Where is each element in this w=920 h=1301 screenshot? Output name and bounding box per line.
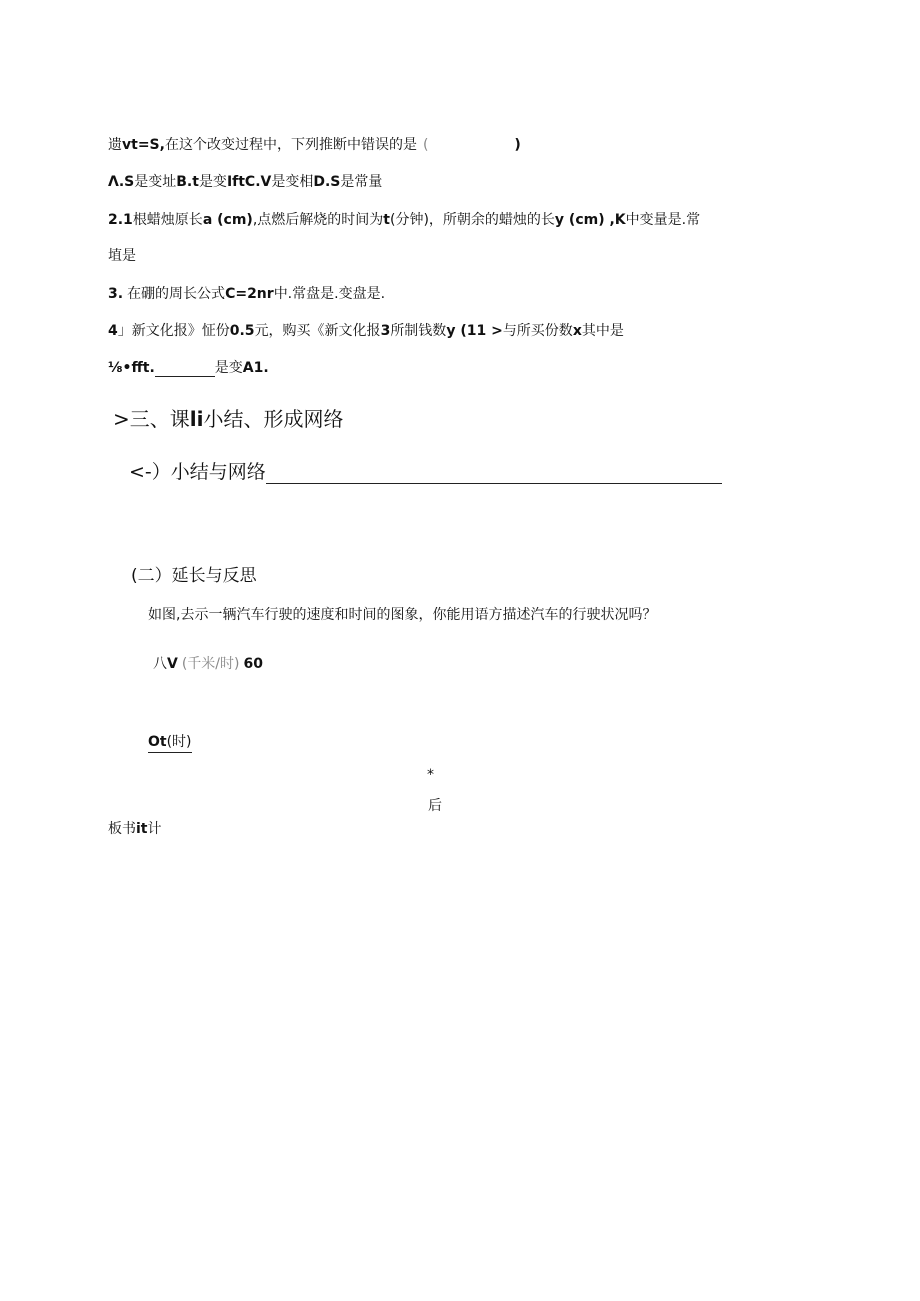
summary-blank-line: [266, 463, 722, 484]
option-d-label: D.S: [313, 174, 341, 190]
option-b-label: B.t: [176, 174, 199, 190]
q4-t5: 其中是: [581, 323, 624, 339]
q2-t4: 中变量是.常: [625, 212, 701, 228]
q2-cont: 埴是: [108, 248, 136, 264]
board-design: [108, 820, 162, 838]
graph-x-axis-label: [148, 733, 192, 753]
q1-paren-close: ): [514, 137, 521, 153]
option-c-label: IftC.V: [226, 174, 272, 190]
graph-y-axis-label: [153, 655, 263, 673]
graph-star: [427, 766, 434, 784]
section-3-heading: [113, 406, 343, 432]
option-b-text: 是变: [198, 174, 227, 190]
question-3: [108, 285, 385, 303]
board-t2: it: [136, 821, 148, 837]
extension-heading: [131, 565, 257, 587]
q4-v2: 3: [380, 323, 391, 339]
q4-t1: 」新文化报》怔份: [117, 323, 230, 339]
q4-v4: x: [572, 323, 582, 339]
graph-x-underline: [148, 733, 192, 753]
q3-t2: 中.常盘是.变盘是.: [273, 286, 386, 302]
q3-v1: C=2nr: [225, 286, 274, 302]
question-4-continued: [108, 359, 269, 377]
reflection-question: [148, 606, 656, 624]
q2-t1: 根蜡烛原长: [132, 212, 203, 228]
section-3-suffix: 小结、形成网络: [203, 407, 344, 431]
board-t1: 板书: [108, 821, 136, 837]
summary-heading: [129, 460, 722, 484]
q2-v3: y (cm) ,K: [554, 212, 626, 228]
q2-t2: ,点燃后解烧的时间为: [252, 212, 384, 228]
reflection-text: 如图,去示一辆汽车行驶的速度和时间的图象，你能用语方描述汽车的行驶状况吗？: [148, 607, 657, 623]
graph-star-text: *: [427, 767, 434, 783]
q2-v2: t: [383, 212, 390, 228]
option-a-label: Λ.S: [108, 174, 135, 190]
graph-y-prefix: 八: [153, 656, 167, 672]
q1-paren-open: (: [422, 137, 429, 153]
question-1: [108, 136, 521, 154]
graph-y-unit: (千米/时): [181, 656, 240, 672]
q2-num: 2.1: [108, 212, 133, 228]
q4-t2: 元，购买《新文化报: [254, 323, 381, 339]
graph-x-label: Ot: [148, 734, 167, 750]
question-2-continued: [108, 247, 136, 265]
graph-y-var: V: [167, 656, 178, 672]
q1-formula: vt=S,: [122, 137, 165, 153]
graph-after-text: 后: [428, 798, 442, 814]
question-2: [108, 211, 700, 229]
summary-heading-text: <-）小结与网络: [129, 461, 266, 483]
option-c-text: 是变相: [271, 174, 314, 190]
option-a-text: 是变址: [134, 174, 177, 190]
q4-cont-a: ⅛•fft.: [108, 360, 155, 376]
q3-num: 3.: [108, 286, 124, 302]
q4-num: 4: [108, 323, 118, 339]
q4-cont-b: 是变: [214, 360, 243, 376]
graph-x-unit: (时): [166, 734, 192, 750]
option-d-text: 是常量: [340, 174, 383, 190]
q4-cont-c: A1.: [242, 360, 269, 376]
q4-t3: 所制钱数: [390, 323, 447, 339]
board-t3: 计: [147, 821, 162, 837]
question-1-options: [108, 173, 382, 191]
q1-lead: 遗: [108, 137, 122, 153]
q4-v3: y (11 >: [446, 323, 503, 339]
graph-y-value: 60: [243, 656, 263, 672]
q2-t3: (分钟)，所朝余的蜡烛的长: [389, 212, 555, 228]
q2-v1: a (cm): [202, 212, 253, 228]
q3-t1: 在硼的周长公式: [127, 286, 226, 302]
section-3-mid: li: [189, 407, 204, 431]
q1-text: 在这个改变过程中，下列推断中错误的是: [164, 137, 417, 153]
extension-heading-text: (二）延长与反思: [131, 566, 257, 586]
question-4: [108, 322, 624, 340]
section-3-prefix: >三、课: [113, 407, 190, 431]
graph-after: [428, 797, 442, 815]
q4-answer-blank: [155, 362, 215, 377]
q4-t4: 与所买份数: [502, 323, 573, 339]
q4-v1: 0.5: [229, 323, 255, 339]
